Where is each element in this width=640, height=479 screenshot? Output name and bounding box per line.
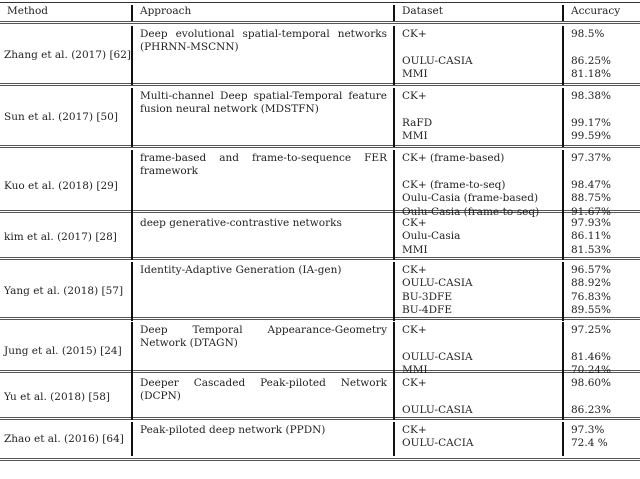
accuracy-value: 70.24% (571, 364, 612, 377)
header-accuracy: Accuracy (562, 5, 640, 21)
accuracy-value: 99.17% (571, 116, 612, 129)
dataset-cell (393, 262, 562, 321)
dataset-name: CK+ (402, 377, 427, 389)
dataset-name: BU-4DFE (402, 304, 452, 317)
dataset-name: MMI (402, 130, 428, 143)
dataset-name: CK+ (402, 424, 427, 436)
dataset-name: CK+ (402, 324, 427, 336)
accuracy-value: 86.23% (571, 403, 612, 416)
accuracy-value (571, 103, 634, 116)
accuracy-value: 88.75% (571, 192, 612, 205)
dataset-name (402, 337, 556, 350)
dataset-name: BU-3DFE (402, 290, 452, 303)
accuracy-cell (562, 150, 640, 222)
accuracy-value: 86.11% (571, 230, 612, 243)
dataset-name: CK+ (402, 28, 427, 40)
accuracy-value: 81.46% (571, 350, 612, 363)
method-cell: Sun et al. (2017) [50] (4, 111, 118, 124)
accuracy-value: 76.83% (571, 290, 612, 303)
approach-cell: Identity-Adaptive Generation (IA-gen) (131, 262, 393, 321)
dataset-name: OULU-CACIA (402, 437, 474, 450)
accuracy-cell (562, 88, 640, 147)
approach-cell: deep generative-contrastive networks (131, 215, 393, 260)
accuracy-cell (562, 375, 640, 420)
accuracy-value (571, 337, 634, 350)
dataset-cell (393, 322, 562, 381)
method-cell: Kuo et al. (2018) [29] (4, 179, 118, 192)
dataset-name: MMI (402, 68, 428, 81)
dataset-name: OULU-CASIA (402, 277, 473, 290)
accuracy-value: 72.4 % (571, 437, 608, 450)
dataset-name: Oulu-Casia (frame-based) (402, 192, 539, 205)
accuracy-cell (562, 26, 640, 85)
header-method: Method (7, 5, 48, 17)
header-dataset: Dataset (393, 5, 562, 21)
approach-cell: Deeper Cascaded Peak-piloted Network (DCPN) (131, 375, 393, 420)
accuracy-cell (562, 215, 640, 260)
table-row (0, 373, 640, 420)
accuracy-value: 96.57% (571, 264, 612, 276)
header-approach: Approach (131, 5, 393, 21)
method-cell: kim et al. (2017) [28] (4, 231, 117, 244)
accuracy-cell (562, 262, 640, 321)
dataset-cell (393, 422, 562, 456)
dataset-name: CK+ (402, 264, 427, 276)
dataset-cell (393, 215, 562, 260)
dataset-name: Oulu-Casia (402, 230, 461, 243)
dataset-name: MMI (402, 243, 428, 256)
accuracy-value: 97.37% (571, 152, 612, 164)
table-row (0, 420, 640, 461)
method-cell: Yang et al. (2018) [57] (4, 285, 124, 298)
dataset-name (402, 41, 556, 54)
method-cell: Zhao et al. (2016) [64] (4, 432, 124, 445)
table-row (0, 24, 640, 86)
method-cell: Yu et al. (2018) [58] (4, 391, 110, 404)
accuracy-value: 81.53% (571, 243, 612, 256)
accuracy-value (571, 390, 634, 403)
accuracy-value (571, 41, 634, 54)
accuracy-value: 97.25% (571, 324, 612, 336)
dataset-name: RaFD (402, 116, 433, 129)
dataset-name: OULU-CASIA (402, 403, 473, 416)
accuracy-value: 99.59% (571, 130, 612, 143)
dataset-name: CK+ (frame-based) (402, 152, 505, 164)
dataset-name: CK+ (402, 217, 427, 229)
dataset-name: Oulu-Casia (frame-to-seq) (402, 205, 540, 218)
accuracy-value (571, 165, 634, 178)
table-row (0, 260, 640, 320)
approach-cell: frame-based and frame-to-sequence FER framework (131, 150, 393, 222)
dataset-cell (393, 88, 562, 147)
caption-cutoff (0, 462, 640, 479)
accuracy-value: 98.60% (571, 377, 612, 389)
accuracy-value: 98.38% (571, 90, 612, 102)
accuracy-value: 88.92% (571, 277, 612, 290)
dataset-name: CK+ (402, 90, 427, 102)
accuracy-value: 91.67% (571, 205, 612, 218)
dataset-name (402, 165, 556, 178)
dataset-cell (393, 375, 562, 420)
dataset-cell (393, 150, 562, 222)
accuracy-cell (562, 322, 640, 381)
method-cell: Zhang et al. (2017) [62] (4, 49, 131, 62)
table-row (0, 148, 640, 218)
table-row (0, 320, 640, 377)
method-cell: Jung et al. (2015) [24] (4, 345, 122, 358)
dataset-name: OULU-CASIA (402, 54, 473, 67)
dataset-name (402, 103, 556, 116)
accuracy-value: 98.5% (571, 28, 605, 40)
accuracy-value: 97.3% (571, 424, 605, 436)
dataset-name: OULU-CASIA (402, 350, 473, 363)
accuracy-value: 97.93% (571, 217, 612, 229)
approach-cell: Peak-piloted deep network (PPDN) (131, 422, 393, 456)
results-table (0, 2, 640, 461)
table-body (0, 24, 640, 461)
table-header (0, 3, 640, 24)
accuracy-value: 86.25% (571, 54, 612, 67)
approach-cell: Deep Temporal Appearance-Geometry Network (DTAGN) (131, 322, 393, 381)
accuracy-value: 89.55% (571, 304, 612, 317)
dataset-name (402, 390, 556, 403)
table-row (0, 213, 640, 260)
accuracy-value: 81.18% (571, 68, 612, 81)
dataset-name: MMI (402, 364, 428, 377)
accuracy-cell (562, 422, 640, 456)
accuracy-value: 98.47% (571, 178, 612, 191)
dataset-name: CK+ (frame-to-seq) (402, 178, 506, 191)
approach-cell: Multi-channel Deep spatial-Temporal feature fusion neural network (MDSTFN) (131, 88, 393, 147)
approach-cell: Deep evolutional spatial-temporal networks (PHRNN-MSCNN) (131, 26, 393, 85)
dataset-cell (393, 26, 562, 85)
table-row (0, 86, 640, 148)
